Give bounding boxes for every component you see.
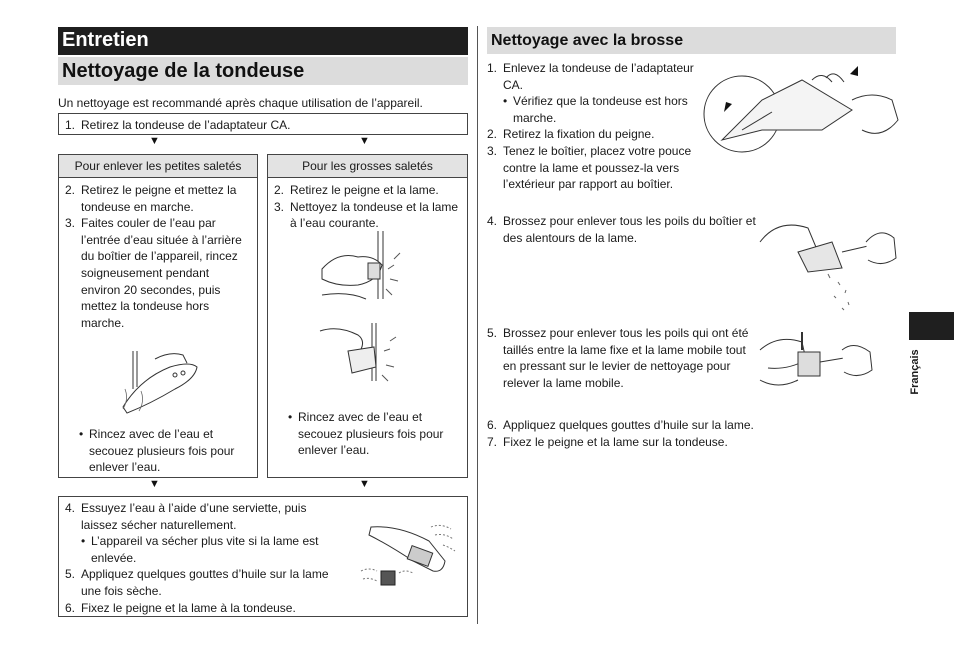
large-dirt-box <box>267 154 468 478</box>
section-title-bar <box>58 27 468 55</box>
list-item: 2. Retirez le peigne et la lame. <box>274 183 439 197</box>
down-arrow-icon: ▼ <box>359 478 370 490</box>
list-item: 3. Nettoyez la tondeuse et la lame à l’eau courante. <box>274 199 459 231</box>
list-item: 4. Brossez pour enlever tous les poils du boîtier et des alentours de la lame. <box>487 214 756 245</box>
list-item: 5. Appliquez quelques gouttes d’huile sur la lame une fois sèche. <box>65 567 329 598</box>
list-item: 2. Retirez la fixation du peigne. <box>487 127 655 142</box>
step-text: Retirez la tondeuse de l’adaptateur CA. <box>81 118 291 132</box>
brush-section-title-bar <box>487 27 896 54</box>
brush-section-title: Nettoyage avec la brosse <box>491 32 684 49</box>
down-arrow-icon: ▼ <box>149 135 160 147</box>
small-dirt-box <box>58 154 258 478</box>
brush-steps-6-7 <box>487 417 787 450</box>
rinse-trimmer-illustration <box>318 229 418 309</box>
brush-step-4 <box>487 213 757 246</box>
final-steps-box <box>58 496 468 617</box>
brush-body-illustration <box>758 212 898 318</box>
list-bullet: • L’appareil va sécher plus vite si la lame est enlevée. <box>81 534 319 565</box>
list-item: 1. Enlevez la tondeuse de l’adaptateur CA. <box>487 61 694 92</box>
step-number: 1. <box>65 118 76 132</box>
list-bullet: • Vérifiez que la tondeuse est hors marche. <box>503 94 688 125</box>
list-item: 6. Fixez le peigne et la lame à la tondeuse. <box>65 600 296 615</box>
language-tab-label: Français <box>909 349 921 395</box>
step1-box <box>58 113 468 135</box>
list-item: 6. Appliquez quelques gouttes d’huile sur la lame. <box>487 418 754 432</box>
rinse-back-illustration <box>115 349 205 419</box>
brush-steps-1-3 <box>487 60 702 193</box>
small-dirt-header: Pour enlever les petites saletés <box>59 155 257 178</box>
subsection-title: Nettoyage de la tondeuse <box>62 60 305 82</box>
intro-text: Un nettoyage est recommandé après chaque utilisation de l’appareil. <box>58 96 423 110</box>
small-dirt-bullet: • Rincez avec de l’eau et secouez plusieurs fois pour enlever l’eau. <box>79 427 235 475</box>
down-arrow-icon: ▼ <box>149 478 160 490</box>
list-item: 3. Faites couler de l’eau par l’entrée d’eau située à l’arrière du boîtier de l’appareil, rincez soigneusement pendant environ 20 secondes, puis mettez la tondeuse hors marche. <box>65 216 242 330</box>
column-divider <box>477 26 478 624</box>
list-item: 3. Tenez le boîtier, placez votre pouce contre la lame et poussez-la vers l’extérieur par rapport au boîtier. <box>487 143 692 192</box>
down-arrow-icon: ▼ <box>359 135 370 147</box>
list-item: 2. Retirez le peigne et mettez la tondeuse en marche. <box>65 183 237 214</box>
dry-trimmer-illustration <box>359 521 463 593</box>
subsection-title-bar <box>58 57 468 85</box>
list-item: 7. Fixez le peigne et la lame sur la tondeuse. <box>487 434 728 449</box>
list-item: 4. Essuyez l’eau à l’aide d’une serviette, puis laissez sécher naturellement. <box>65 501 307 532</box>
brush-lever-illustration <box>758 330 874 402</box>
brush-step-5 <box>487 325 757 391</box>
list-item: 5. Brossez pour enlever tous les poils qui ont été taillés entre la lame fixe et la lame mobile tout en pressant sur le levier de nettoyage pour relever la lame mobile. <box>487 326 749 390</box>
remove-blade-illustration <box>702 60 898 156</box>
large-dirt-header: Pour les grosses saletés <box>268 155 467 178</box>
large-dirt-bullet: • Rincez avec de l’eau et secouez plusieurs fois pour enlever l’eau. <box>288 410 444 458</box>
rinse-blade-illustration <box>318 321 418 391</box>
section-title: Entretien <box>62 29 149 51</box>
